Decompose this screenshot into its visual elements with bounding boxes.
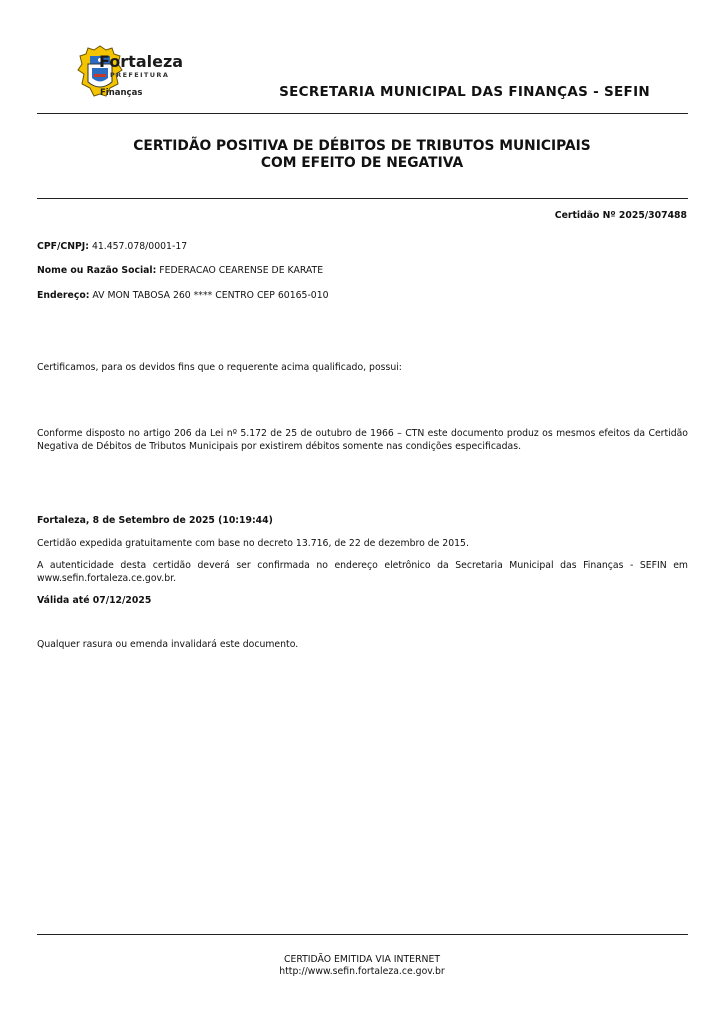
- document-title: [0, 138, 724, 172]
- cpf-cnpj-field: [37, 241, 187, 252]
- endereco-field: [37, 290, 329, 301]
- title-divider: [37, 198, 688, 199]
- footer: [0, 954, 724, 978]
- logo-department: Finanças: [100, 88, 143, 98]
- validade: Válida até 07/12/2025: [37, 595, 152, 606]
- certificamos-paragraph: Certificamos, para os devidos fins que o requerente acima qualificado, possui:: [37, 362, 402, 373]
- footer-url: http://www.sefin.fortaleza.ce.gov.br: [279, 966, 445, 977]
- autenticidade-paragraph: A autenticidade desta certidão deverá ser confirmada no endereço eletrônico da Secretaria Municipal das Finanças - SEFIN em www.sefin.fortaleza.ce.gov.br.: [37, 560, 688, 584]
- secretaria-heading: SECRETARIA MUNICIPAL DAS FINANÇAS - SEFIN: [279, 84, 650, 100]
- razao-social-field: [37, 265, 323, 276]
- rasura-notice: Qualquer rasura ou emenda invalidará este documento.: [37, 639, 299, 650]
- certidao-number: Certidão Nº 2025/307488: [554, 210, 687, 221]
- endereco-label: Endereço:: [37, 290, 90, 301]
- cpf-cnpj-label: CPF/CNPJ:: [37, 241, 89, 252]
- title-line-2: COM EFEITO DE NEGATIVA: [260, 155, 464, 171]
- conforme-paragraph: Conforme disposto no artigo 206 da Lei nº 5.172 de 25 de outubro de 1966 – CTN este documento produz os mesmos efeitos da Certidão Negativa de Débitos de Tributos Municipais por existirem débitos somente nas condições especificadas.: [37, 428, 688, 452]
- footer-divider: [37, 934, 688, 935]
- title-line-1: CERTIDÃO POSITIVA DE DÉBITOS DE TRIBUTOS MUNICIPAIS: [133, 138, 591, 154]
- logo-wordmark: Fortaleza: [99, 52, 184, 71]
- logo-subtitle: PREFEITURA: [110, 71, 170, 79]
- header-divider: [37, 113, 688, 114]
- local-data: Fortaleza, 8 de Setembro de 2025 (10:19:44): [37, 515, 273, 526]
- expedida-paragraph: Certidão expedida gratuitamente com base no decreto 13.716, de 22 de dezembro de 2015.: [37, 538, 469, 549]
- footer-line-1: CERTIDÃO EMITIDA VIA INTERNET: [283, 954, 441, 965]
- cpf-cnpj-value: 41.457.078/0001-17: [88, 241, 188, 252]
- razao-social-label: Nome ou Razão Social:: [37, 265, 157, 276]
- razao-social-value: FEDERACAO CEARENSE DE KARATE: [156, 265, 324, 276]
- endereco-value: AV MON TABOSA 260 **** CENTRO CEP 60165-010: [89, 290, 329, 301]
